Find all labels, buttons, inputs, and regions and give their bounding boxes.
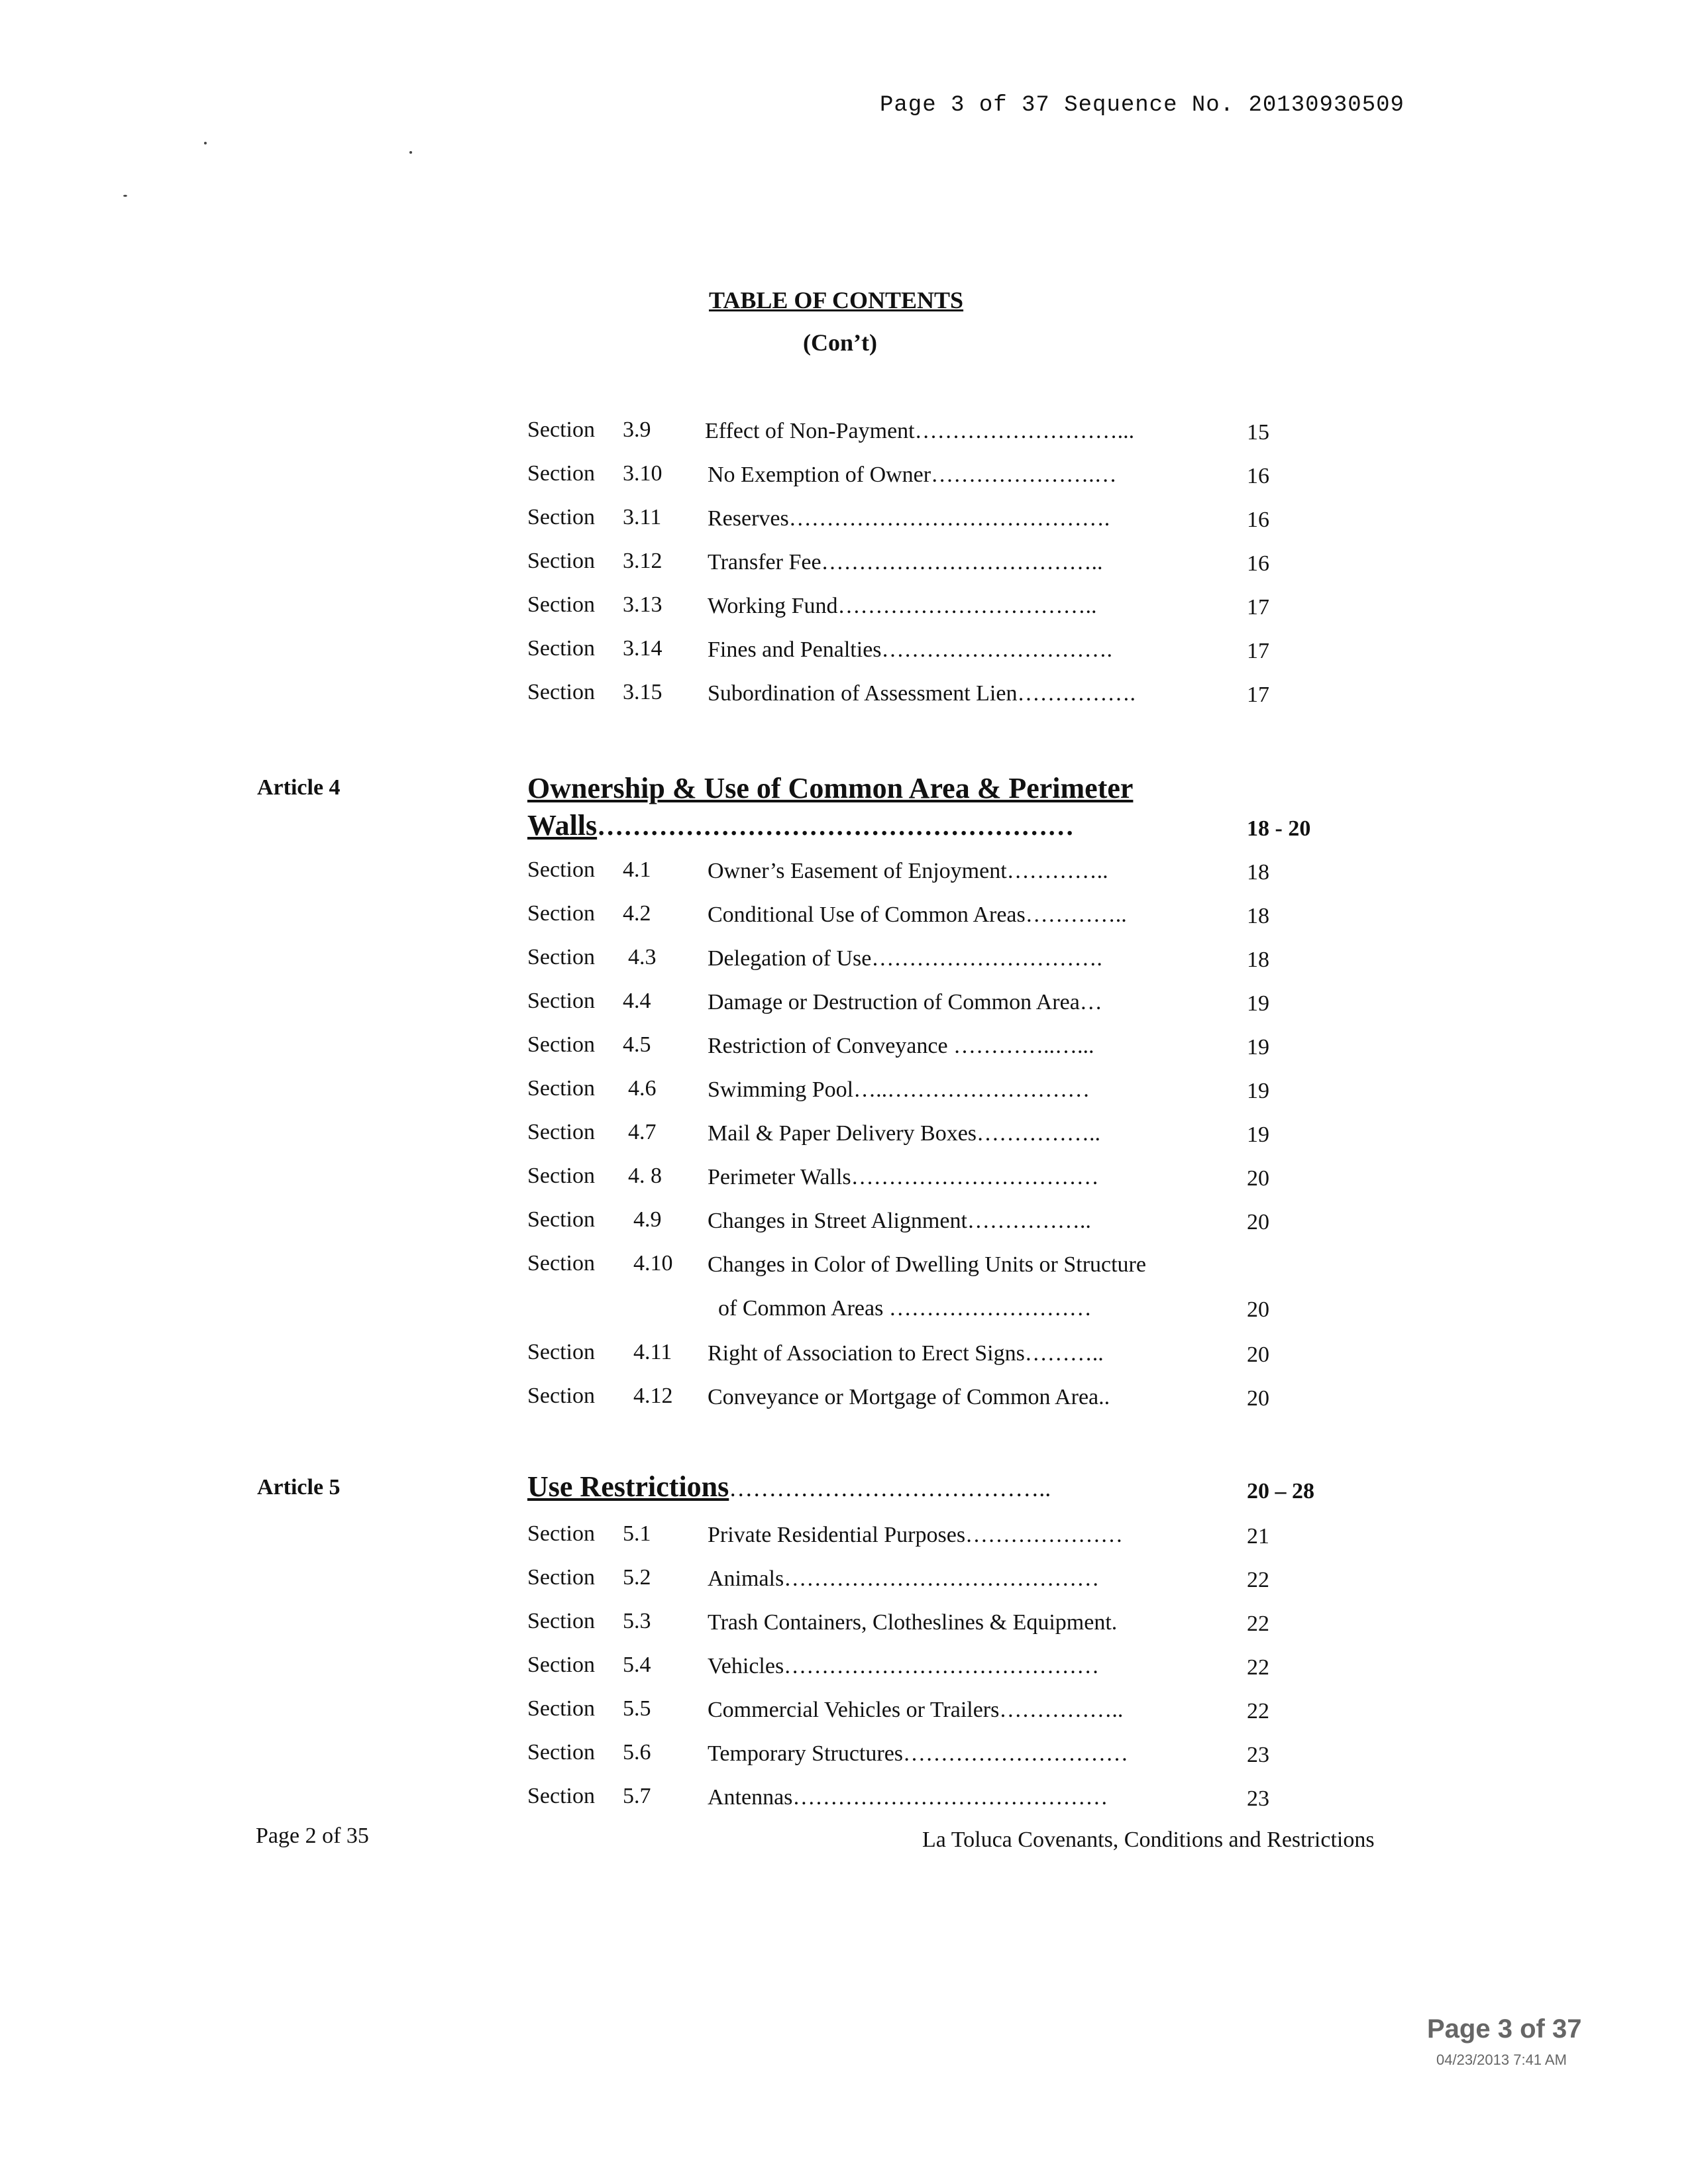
article-label: Article 4 xyxy=(257,775,341,800)
section-page: 20 xyxy=(1247,1166,1269,1191)
section-label: Section xyxy=(527,1784,595,1808)
section-title: Changes in Street Alignment…………….. xyxy=(708,1209,1091,1233)
section-title: Trash Containers, Clotheslines & Equipment. xyxy=(708,1610,1118,1635)
section-number: 3.10 xyxy=(623,461,662,486)
article-title-line2: Walls xyxy=(527,809,598,842)
section-title: Swimming Pool…..……………………… xyxy=(708,1077,1090,1102)
section-title: Owner’s Easement of Enjoyment………….. xyxy=(708,859,1108,883)
section-label: Section xyxy=(527,1076,595,1101)
article-title: Use Restrictions xyxy=(527,1470,729,1503)
section-title: Perimeter Walls…………………………… xyxy=(708,1165,1099,1189)
section-title: Antennas…………………………………… xyxy=(708,1785,1108,1810)
section-page: 19 xyxy=(1247,991,1269,1016)
section-label: Section xyxy=(527,1740,595,1765)
section-label: Section xyxy=(527,1521,595,1546)
section-page: 22 xyxy=(1247,1655,1269,1680)
section-page: 17 xyxy=(1247,595,1269,620)
section-number: 5.2 xyxy=(623,1565,651,1590)
section-label: Section xyxy=(527,1120,595,1144)
section-number: 3.11 xyxy=(623,505,662,529)
section-label: Section xyxy=(527,1384,595,1408)
section-page: 16 xyxy=(1247,551,1269,576)
article-pages: 20 – 28 xyxy=(1247,1479,1314,1503)
section-number: 5.3 xyxy=(623,1609,651,1633)
section-title-continued: of Common Areas ……………………… xyxy=(718,1296,1092,1321)
section-number: 5.5 xyxy=(623,1696,651,1721)
section-title: Conveyance or Mortgage of Common Area.. xyxy=(708,1385,1110,1409)
sequence-header: Page 3 of 37 Sequence No. 20130930509 xyxy=(880,93,1404,118)
section-page: 20 xyxy=(1247,1386,1269,1411)
section-title: Damage or Destruction of Common Area… xyxy=(708,990,1102,1014)
article-pages: 18 - 20 xyxy=(1247,816,1311,841)
section-label: Section xyxy=(527,857,595,882)
section-number: 4.5 xyxy=(623,1032,651,1057)
section-title: Restriction of Conveyance …………..…... xyxy=(708,1034,1094,1058)
section-number: 3.15 xyxy=(623,680,662,704)
footer-document-title: La Toluca Covenants, Conditions and Restrictions xyxy=(922,1828,1375,1852)
section-page: 20 xyxy=(1247,1210,1269,1234)
recording-stamp-page: Page 3 of 37 xyxy=(1427,2014,1582,2044)
leader-dots: ………………………………….. xyxy=(729,1475,1051,1502)
section-page: 16 xyxy=(1247,464,1269,488)
section-number: 5.6 xyxy=(623,1740,651,1765)
section-number: 4.7 xyxy=(628,1120,657,1144)
section-page: 19 xyxy=(1247,1079,1269,1103)
section-title: Conditional Use of Common Areas………….. xyxy=(708,902,1127,927)
section-label: Section xyxy=(527,549,595,573)
recording-stamp-datetime: 04/23/2013 7:41 AM xyxy=(1436,2051,1567,2068)
section-number: 5.7 xyxy=(623,1784,651,1808)
section-title: Temporary Structures………………………… xyxy=(708,1741,1129,1766)
section-title: Mail & Paper Delivery Boxes…………….. xyxy=(708,1121,1101,1146)
section-number: 4.11 xyxy=(633,1340,672,1364)
section-page: 18 xyxy=(1247,948,1269,972)
section-label: Section xyxy=(527,461,595,486)
section-page: 15 xyxy=(1247,420,1269,445)
section-number: 4.2 xyxy=(623,901,651,926)
section-number: 4.1 xyxy=(623,857,651,882)
section-number: 4.4 xyxy=(623,989,651,1013)
section-title: Vehicles…………………………………… xyxy=(708,1654,1100,1678)
section-label: Section xyxy=(527,592,595,617)
scan-speck xyxy=(409,151,412,154)
section-title: Animals…………………………………… xyxy=(708,1566,1100,1591)
leader-dots: ……………………………………………… xyxy=(597,811,1075,841)
section-label: Section xyxy=(527,1251,595,1276)
section-label: Section xyxy=(527,945,595,969)
section-page: 22 xyxy=(1247,1568,1269,1592)
section-title: Commercial Vehicles or Trailers…………….. xyxy=(708,1698,1124,1722)
section-page: 18 xyxy=(1247,904,1269,928)
section-title: Delegation of Use…………………………. xyxy=(708,946,1102,971)
section-number: 4.3 xyxy=(628,945,657,969)
section-number: 3.13 xyxy=(623,592,662,617)
scan-speck xyxy=(204,142,207,144)
section-page: 17 xyxy=(1247,639,1269,663)
section-title: No Exemption of Owner………………….… xyxy=(708,463,1117,487)
section-number: 4.6 xyxy=(628,1076,657,1101)
section-page: 22 xyxy=(1247,1611,1269,1636)
section-page: 17 xyxy=(1247,682,1269,707)
section-number: 3.12 xyxy=(623,549,662,573)
section-label: Section xyxy=(527,1609,595,1633)
section-number: 4.9 xyxy=(633,1207,662,1232)
section-label: Section xyxy=(527,1032,595,1057)
section-number: 4.10 xyxy=(633,1251,673,1276)
toc-continued: (Con’t) xyxy=(803,329,877,356)
section-page: 23 xyxy=(1247,1786,1269,1811)
section-number: 5.1 xyxy=(623,1521,651,1546)
section-page: 21 xyxy=(1247,1524,1269,1549)
section-label: Section xyxy=(527,901,595,926)
article-title-continued xyxy=(527,808,1074,842)
section-page: 19 xyxy=(1247,1122,1269,1147)
section-number: 3.9 xyxy=(623,417,651,442)
section-label: Section xyxy=(527,680,595,704)
section-page: 18 xyxy=(1247,860,1269,885)
footer-page-number: Page 2 of 35 xyxy=(256,1824,369,1848)
section-page: 20 xyxy=(1247,1297,1269,1322)
section-label: Section xyxy=(527,505,595,529)
section-label: Section xyxy=(527,417,595,442)
section-page: 16 xyxy=(1247,508,1269,532)
section-title: Reserves……………………………………. xyxy=(708,506,1110,531)
section-title: Subordination of Assessment Lien……………. xyxy=(708,681,1136,706)
article-label: Article 5 xyxy=(257,1475,341,1500)
section-title: Right of Association to Erect Signs……….. xyxy=(708,1341,1104,1366)
section-title: Fines and Penalties…………………………. xyxy=(708,637,1113,662)
section-page: 20 xyxy=(1247,1342,1269,1367)
section-number: 4.12 xyxy=(633,1384,673,1408)
section-label: Section xyxy=(527,636,595,661)
section-title: Working Fund…………………………….. xyxy=(708,594,1097,618)
article-heading xyxy=(527,1470,1051,1503)
section-page: 23 xyxy=(1247,1743,1269,1767)
section-label: Section xyxy=(527,1653,595,1677)
section-page: 22 xyxy=(1247,1699,1269,1723)
article-title: Ownership & Use of Common Area & Perimeter xyxy=(527,772,1134,804)
section-title: Transfer Fee……………………………….. xyxy=(708,550,1103,574)
section-label: Section xyxy=(527,1164,595,1188)
section-label: Section xyxy=(527,1696,595,1721)
section-page: 19 xyxy=(1247,1035,1269,1060)
section-label: Section xyxy=(527,1207,595,1232)
section-label: Section xyxy=(527,989,595,1013)
section-label: Section xyxy=(527,1340,595,1364)
section-number: 4. 8 xyxy=(628,1164,662,1188)
scan-speck xyxy=(123,195,127,197)
section-title: Effect of Non-Payment………………………... xyxy=(705,419,1135,443)
section-title: Changes in Color of Dwelling Units or Structure xyxy=(708,1252,1146,1277)
toc-title: TABLE OF CONTENTS xyxy=(709,287,964,313)
section-title: Private Residential Purposes………………… xyxy=(708,1523,1124,1547)
section-label: Section xyxy=(527,1565,595,1590)
section-number: 3.14 xyxy=(623,636,662,661)
section-number: 5.4 xyxy=(623,1653,651,1677)
